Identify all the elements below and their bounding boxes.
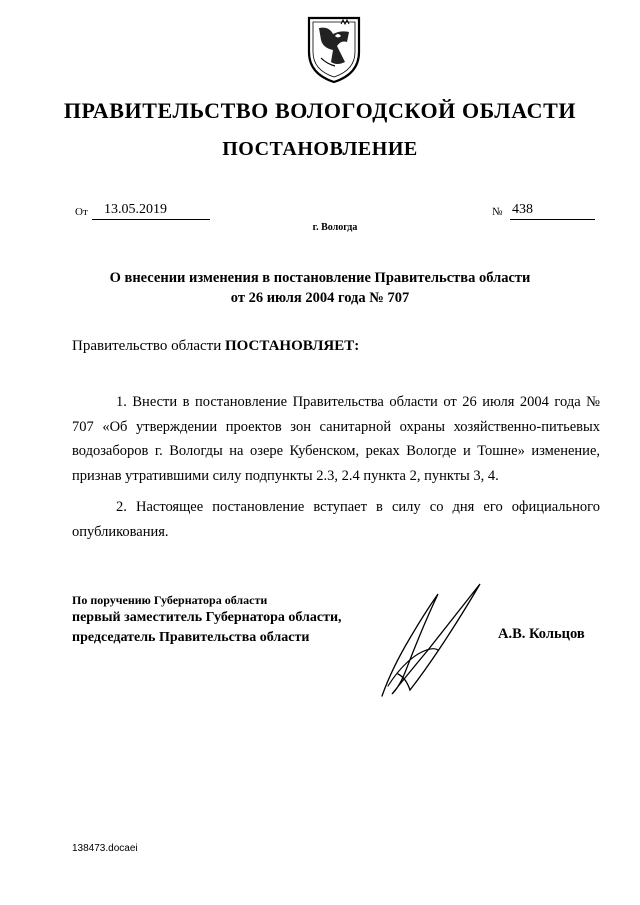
handwritten-signature	[362, 578, 494, 700]
signatory-block	[72, 592, 342, 648]
paragraph-2: 2. Настоящее постановление вступает в силу со дня его официального опубликования.	[72, 499, 600, 540]
document-type-title: ПОСТАНОВЛЕНИЕ	[222, 138, 418, 160]
decrees-line	[72, 338, 359, 355]
decrees-intro: Правительство области	[72, 338, 222, 354]
decrees-word: ПОСТАНОВЛЯЕТ:	[224, 338, 360, 354]
subject-line-2: от 26 июля 2004 года № 707	[230, 290, 410, 306]
paragraph-1: 1. Внести в постановление Правительства области от 26 июля 2004 года № 707 «Об утверждении проектов зон санитарной охраны хозяйственно-питьевых водозаборов г. Вологды на озере Кубенском, реках Вологде и Тошне» изменение, признав утратившими силу подпункты 2.3, 2.4 пункта 2, пункты 3, 4.	[72, 394, 600, 484]
document-date: 13.05.2019	[92, 201, 210, 220]
file-reference: 138473.docaei	[72, 843, 138, 854]
position-line-1: первый заместитель Губернатора области,	[72, 610, 342, 625]
coat-of-arms-emblem	[305, 12, 363, 84]
document-number: 438	[510, 201, 595, 220]
subject-line-1: О внесении изменения в постановление Правительства области	[109, 270, 531, 286]
number-prefix: №	[492, 206, 503, 218]
by-order-line: По поручению Губернатора области	[72, 593, 268, 607]
signer-name: А.В. Кольцов	[498, 626, 585, 642]
city-label: г. Вологда	[312, 222, 358, 233]
document-subject	[80, 268, 560, 308]
date-prefix: От	[75, 206, 88, 218]
government-title: ПРАВИТЕЛЬСТВО ВОЛОГОДСКОЙ ОБЛАСТИ	[63, 98, 577, 123]
position-line-2: председатель Правительства области	[72, 630, 310, 645]
